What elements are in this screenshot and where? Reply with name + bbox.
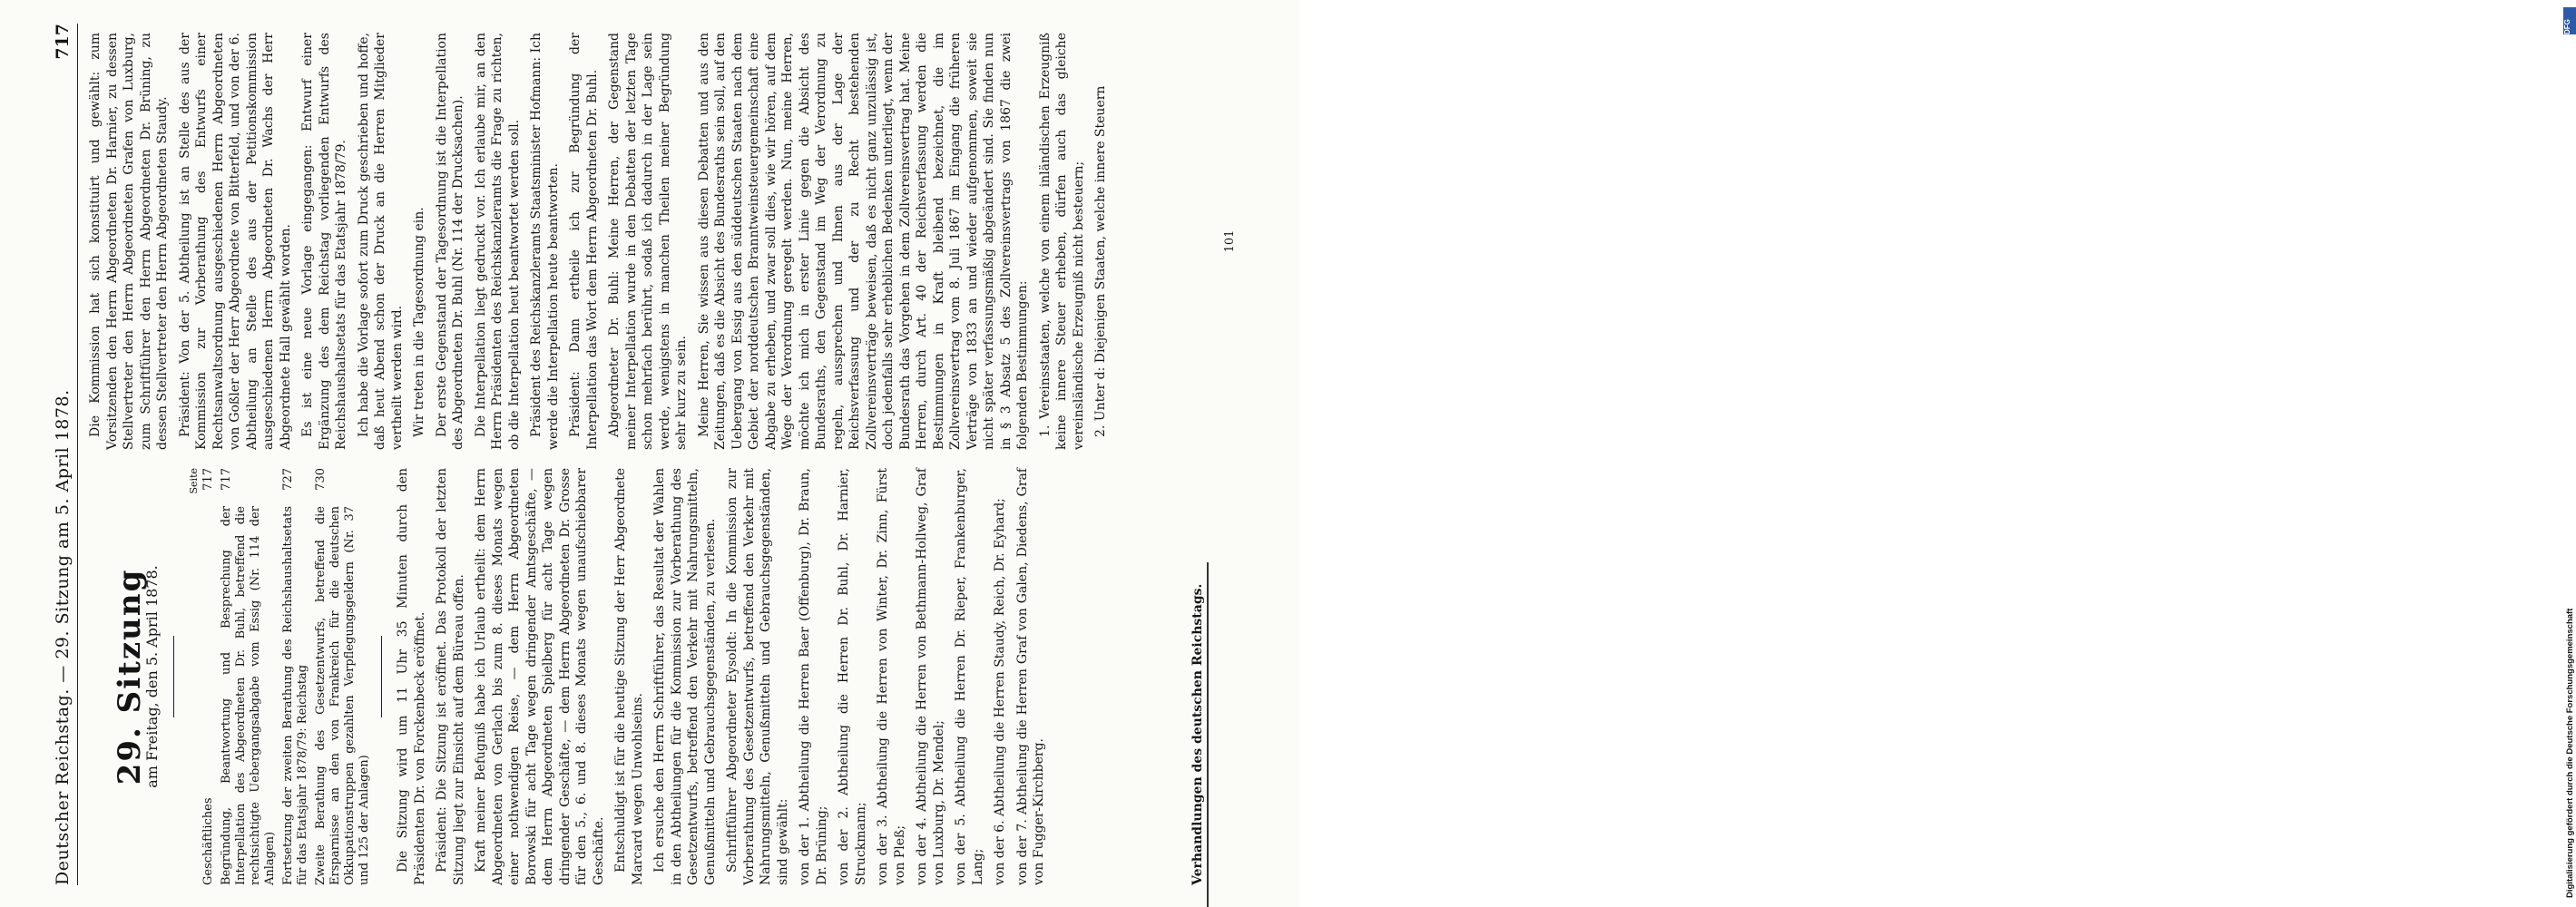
member-list <box>797 468 1048 885</box>
list-item: 2. Unter d: Diejenigen Staaten, welche innere Steuern <box>1093 85 1108 437</box>
column-rule <box>1207 562 1209 907</box>
member-entry: von der 7. Abtheilung die Herren Graf von Galen, Diedens, Graf von Fugger-Kirchberg. <box>1014 468 1046 885</box>
paragraph: Es ist eine neue Vorlage eingegangen: Entwurf einer Ergänzung des dem Reichstag vorliegenden Entwurfs des Reichshaushaltsetats für das Etatsjahr 1878/79. <box>300 33 348 450</box>
dfg-logo <box>2563 7 2576 34</box>
session-date: am Freitag, den 5. April 1878. <box>142 565 161 788</box>
member-entry: von der 2. Abtheilung die Herren Dr. Buhl, Dr. Harnier, Struckmann; <box>837 468 868 885</box>
paragraph: Präsident des Reichskanzleramts Staatsminister Hofmann: Ich werde die Interpellation heute beantworten. <box>529 33 561 450</box>
paragraph: Meine Herren, Sie wissen aus diesen Debatten und aus den Zeitungen, daß es die Absicht des Bundesraths sein soll, auf den Uebergang von Essig aus den süddeutschen Staaten nach dem Gebiet der norddeutschen Branntweinsteuergemeinschaft eine Abgabe zu erheben, und zwar soll dies, wie wir hören, auf dem Wege der Verordnung geregelt werden. Nun, meine Herren, möchte ich mich in erster Linie gegen die Absicht des Bundesraths, den Gegenstand im Weg der Verordnung zu regeln, aussprechen und Ihnen aus der Lage der Reichsverfassung und der zu Recht bestehenden Zollvereinsverträge beweisen, daß es nicht ganz unzulässig ist, doch jedenfalls sehr erheblichen Bedenken unterliegt, wenn der Bundesrath das Vorgehen in dem Zollvereinsvertrag hat. Meine Herren, durch Art. 40 der Reichsverfassung werden die Bestimmungen in Kraft bleibend bezeichnet, die im Zollvereinsvertrag vom 8. Juli 1867 im Eingang die früheren Verträge von 1833 an und wieder aufgenommen, soweit sie nicht später verfassungsmäßig abgeändert sind. Sie finden nun in § 3 Absatz 5 des Zollvereinsvertrags von 1867 die zwei folgenden Bestimmungen: <box>696 33 1030 450</box>
page-number: 717 <box>52 24 73 60</box>
member-entry: von der 4. Abtheilung die Herren von Bethmann-Hollweg, Graf von Luxburg, Dr. Mendel; <box>915 468 946 885</box>
paragraph: Schriftführer Abgeordneter Eysoldt: In die Kommission zur Vorberathung des Gesetzentwurfs, betreffend den Verkehr mit Nahrungsmitteln, Genußmitteln und Gebrauchsgegenständen, sind gewählt: <box>725 468 790 885</box>
toc-row <box>201 468 216 885</box>
rotated-page <box>47 24 1263 885</box>
paragraph: Präsident: Die Sitzung ist eröffnet. Das Protokoll der letzten Sitzung liegt zur Einsicht auf dem Büreau offen. <box>435 468 466 885</box>
paragraph: Kraft meiner Befugniß habe ich Urlaub ertheilt: dem Herrn Abgeordneten von Gerlach bis zum 8. dieses Monats wegen einer nothwendigen Reise, — dem Herrn Abgeordneten Borowski für acht Tage wegen dringender Amtsgeschäfte, — dem Herrn Abgeordneten Spielberg für acht Tage wegen dringender Geschäfte, — dem Herrn Abgeordneten Dr. Grosse für den 5., 6. und 8. dieses Monats wegen unaufschiebbarer Geschäfte. <box>474 468 606 885</box>
table-of-contents <box>187 468 372 885</box>
dfg-logo-text: DFG <box>2563 19 2571 34</box>
dfg-sidebar <box>1278 0 2575 907</box>
member-entry: von der 6. Abtheilung die Herren Staudy, Reich, Dr. Eyhard; <box>993 498 1007 885</box>
member-entry: von der 3. Abtheilung die Herren von Winter, Dr. Zinn, Fürst von Pleß; <box>876 468 907 885</box>
opening-paragraph: Die Sitzung wird um 11 Uhr 35 Minuten durch den Präsidenten Dr. von Forckenbeck eröffnet. <box>396 468 427 885</box>
toc-text: Geschäftliches <box>201 797 215 885</box>
footer-title: Verhandlungen des deutschen Reichstags. <box>1190 583 1205 885</box>
paragraph: Der erste Gegenstand der Tagesordnung ist die Interpellation des Abgeordneten Dr. Buhl (Nr. 114 der Drucksachen). <box>434 33 465 450</box>
paragraph: Die Kommission hat sich konstituirt und gewählt: zum Vorsitzenden den Herrn Abgeordneten Dr. Harnier, zu dessen Stellvertreter den Herrn Abgeordneten Grafen von Luxburg, zum Schriftführer den Herrn Abgeordneten Dr. Brüning, zu dessen Stellvertreter den Herrn Abgeordneten Staudy. <box>88 33 170 450</box>
toc-row <box>314 468 372 885</box>
toc-page: 730 <box>314 468 328 491</box>
member-entry: von der 5. Abtheilung die Herren Dr. Rieper, Frankenburger, Lang; <box>954 468 985 885</box>
right-column <box>87 33 1115 450</box>
paragraph: Entschuldigt ist für die heutige Sitzung der Herr Abgeordnete Marcard wegen Unwohlseins. <box>613 468 645 885</box>
toc-row <box>281 468 310 885</box>
left-column <box>87 468 1053 885</box>
paragraph: Die Interpellation liegt gedruckt vor. Ich erlaube mir, an den Herrn Präsidenten des Reichskanzleramts die Frage zu richten, ob die Interpellation heut beantwortet werden soll. <box>473 33 522 450</box>
divider <box>381 636 382 717</box>
session-heading: 29. Sitzung <box>112 568 148 785</box>
toc-text: Zweite Berathung des Gesetzentwurfs, betreffend die Ersparnisse an den von Frankreich für die deutschen Okkupationstruppen gezahlten Verpflegungsgeldern (Nr. 37 und 125 der Anlagen) <box>314 506 371 885</box>
paragraph: Präsident: Dann ertheile ich zur Begründung der Interpellation das Wort dem Herrn Abgeordneten Dr. Buhl. <box>568 33 600 450</box>
page-header <box>47 24 78 885</box>
signature-number: 101 <box>1223 229 1237 253</box>
member-entry: von der 1. Abtheilung die Herren Baer (Offenburg), Dr. Braun, Dr. Brüning; <box>798 468 829 885</box>
toc-page: 727 <box>281 468 295 491</box>
toc-row <box>220 468 278 885</box>
toc-seite-label: Seite <box>188 468 200 494</box>
list-item: 1. Vereinsstaaten, welche von einem inländischen Erzeugniß keine innere Steuer erheben, dürfen auch das gleiche vereinsländische Erzeugniß nicht besteuern; <box>1037 33 1086 450</box>
paragraph: Ich habe die Vorlage sofort zum Druck geschrieben und hoffe, daß heut Abend schon der Druck an die Herren Mitglieder vertheilt werden wird. <box>356 33 405 450</box>
toc-text: Fortsetzung der zweiten Berathung des Reichshaushaltsetats für das Etatsjahr 1878/79: Reichstag <box>281 506 309 885</box>
running-title: Deutscher Reichstag. — 29. Sitzung am 5. April 1878. <box>52 389 73 885</box>
toc-page: 717 <box>201 468 215 491</box>
toc-page: 717 <box>220 468 233 491</box>
paragraph: Wir treten in die Tagesordnung ein. <box>412 207 426 437</box>
paragraph: Präsident: Von der 5. Abtheilung ist an Stelle des aus der Kommission zur Vorberathung des Entwurfs einer Rechtsanwaltsordnung ausgeschiedenen Herrn Abgeordneten von Goßler der Herr Abgeordnete von Bitterfeld, und von der 6. Abtheilung an Stelle des aus der Petitionskommission ausgeschiedenen Herrn Abgeordneten Dr. Wachs der Herr Abgeordnete Hall gewählt worden. <box>177 33 293 450</box>
toc-text: Begründung, Beantwortung und Besprechung der Interpellation des Abgeordneten Dr. Buhl, betreffend die rechtsichtigte Uebergangsabgabe vom Essig (Nr. 114 der Anlagen) <box>220 506 277 885</box>
paragraph: Ich ersuche den Herrn Schriftführer, das Resultat der Wahlen in den Abtheilungen für die Kommission zur Vorberathung des Gesetzentwurfs, betreffend den Verkehr mit Nahrungsmitteln, Genußmitteln und Gebrauchsgegenständen, zu verlesen. <box>652 468 718 885</box>
paragraph: Abgeordneter Dr. Buhl: Meine Herren, der Gegenstand meiner Interpellation wurde in den Debatten der letzten Tage schon mehrfach berührt, sodaß ich dadurch in der Lage sein werde, wenigstens in manchen Theilen meiner Begründung sehr kurz zu sein. <box>607 33 689 450</box>
dfg-credit: Digitalisierung gefördert durch die Deutsche Forschungsgemeinschaft <box>2565 608 2575 898</box>
divider <box>173 636 174 717</box>
